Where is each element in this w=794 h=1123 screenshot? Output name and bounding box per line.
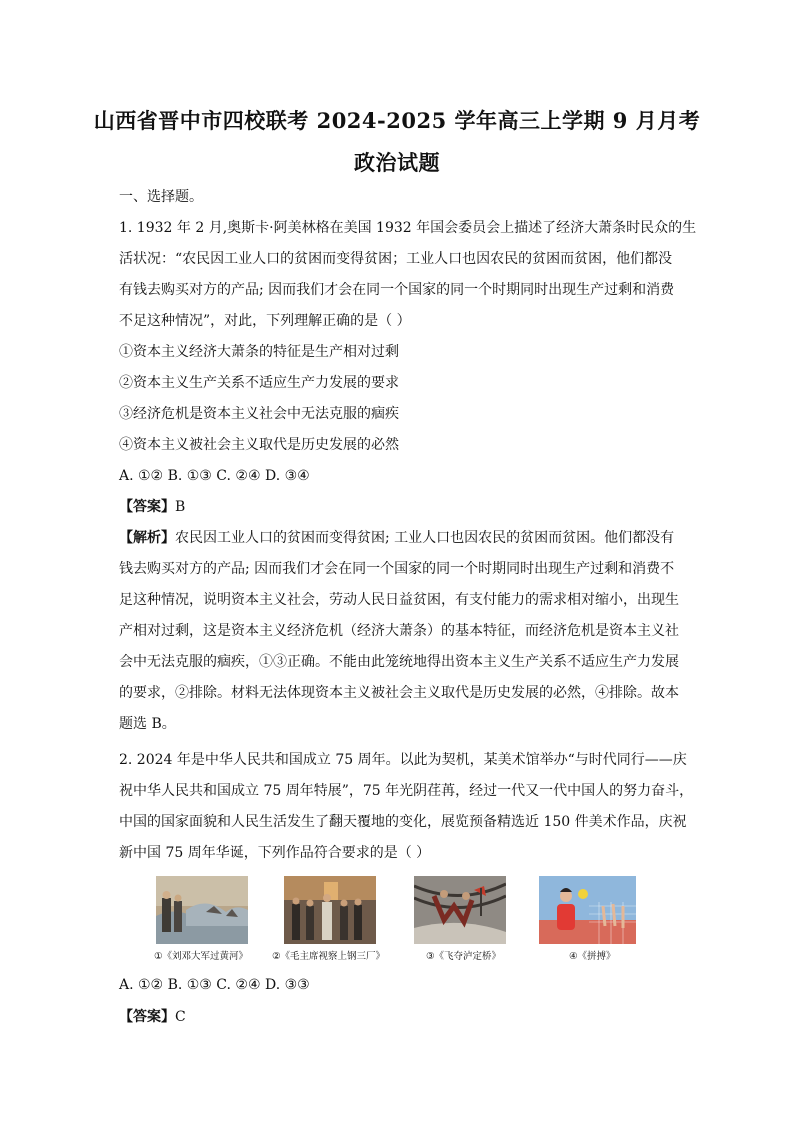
- figure-1: [154, 876, 249, 962]
- q1-option: ③经济危机是资本主义社会中无法克服的痼疾: [119, 406, 399, 422]
- answer-value: B: [175, 499, 186, 515]
- q1-stem-line: 不足这种情况”，对此，下列理解正确的是（ ）: [119, 313, 411, 329]
- analysis-label: 【解析】: [119, 530, 175, 546]
- q1-stem-line: 有钱去购买对方的产品; 因而我们才会在同一个国家的同一个时期同时出现生产过剩和消费: [119, 282, 675, 298]
- page-subtitle: 政治试题: [354, 150, 440, 175]
- q1-analysis-line: [119, 528, 674, 548]
- painting-luding-bridge-icon: [414, 876, 506, 944]
- page-title: 山西省晋中市四校联考 2024-2025 学年高三上学期 9 月月考: [93, 108, 701, 133]
- q1-analysis-line: 题选 B。: [119, 716, 176, 732]
- q2-stem-line: 新中国 75 周年华诞，下列作品符合要求的是（ ）: [119, 845, 431, 861]
- q1-analysis-line: 钱去购买对方的产品; 因而我们才会在同一个国家的同一个时期同时出现生产过剩和消费不: [119, 561, 675, 577]
- q2-stem-line: 祝中华人民共和国成立 75 周年特展”，75 年光阴荏苒，经过一代又一代中国人的努力奋斗，: [119, 783, 694, 799]
- answer-label: 【答案】: [119, 499, 175, 515]
- painting-crossing-river-icon: [156, 876, 248, 944]
- q1-choices: A. ①② B. ①③ C. ②④ D. ③④: [119, 468, 310, 484]
- painting-steel-factory-icon: [284, 876, 376, 944]
- figure-caption: ④《拼搏》: [569, 951, 616, 962]
- q2-choices: A. ①② B. ①③ C. ②④ D. ③③: [119, 977, 310, 993]
- figure-caption: ③《飞夺泸定桥》: [426, 951, 502, 962]
- figure-caption: ①《刘邓大军过黄河》: [154, 951, 249, 962]
- figure-4: [539, 876, 636, 962]
- q1-option: ④资本主义被社会主义取代是历史发展的必然: [119, 437, 399, 453]
- analysis-text: 农民因工业人口的贫困而变得贫困; 工业人口也因农民的贫困而贫困。他们都没有: [175, 530, 675, 546]
- answer-value: C: [175, 1009, 186, 1025]
- figure-3: [414, 876, 506, 962]
- painting-volleyball-icon: [539, 876, 636, 944]
- q1-analysis-line: 会中无法克服的痼疾，①③正确。不能由此笼统地得出资本主义生产关系不适应生产力发展: [119, 654, 679, 670]
- figure-2: [272, 876, 386, 962]
- q2-stem-line: 中国的国家面貌和人民生活发生了翻天覆地的变化，展览预备精选近 150 件美术作品，庆祝: [119, 814, 687, 830]
- q1-analysis-line: 的要求，②排除。材料无法体现资本主义被社会主义取代是历史发展的必然，④排除。故本: [119, 685, 679, 701]
- q1-analysis-line: 足这种情况，说明资本主义社会，劳动人民日益贫困，有支付能力的需求相对缩小，出现生: [119, 592, 679, 608]
- answer-label: 【答案】: [119, 1009, 175, 1025]
- q1-stem-line: 活状况：“农民因工业人口的贫困而变得贫困；工业人口也因农民的贫困而贫困，他们都没: [119, 251, 673, 267]
- section-heading: 一、选择题。: [119, 189, 203, 205]
- q1-stem-line: 1. 1932 年 2 月,奥斯卡·阿美林格在美国 1932 年国会委员会上描述了经济大萧条时民众的生: [119, 220, 697, 236]
- q2-stem-line: 2. 2024 年是中华人民共和国成立 75 周年。以此为契机，某美术馆举办“与时代同行——庆: [119, 752, 687, 768]
- q1-answer: [119, 497, 185, 517]
- q1-option: ②资本主义生产关系不适应生产力发展的要求: [119, 375, 399, 391]
- q1-analysis-line: 产相对过剩，这是资本主义经济危机（经济大萧条）的基本特征，而经济危机是资本主义社: [119, 623, 679, 639]
- artwork-figures: [0, 876, 794, 966]
- q1-option: ①资本主义经济大萧条的特征是生产相对过剩: [119, 344, 399, 360]
- q2-answer: [119, 1007, 186, 1027]
- figure-caption: ②《毛主席视察上钢三厂》: [272, 951, 386, 962]
